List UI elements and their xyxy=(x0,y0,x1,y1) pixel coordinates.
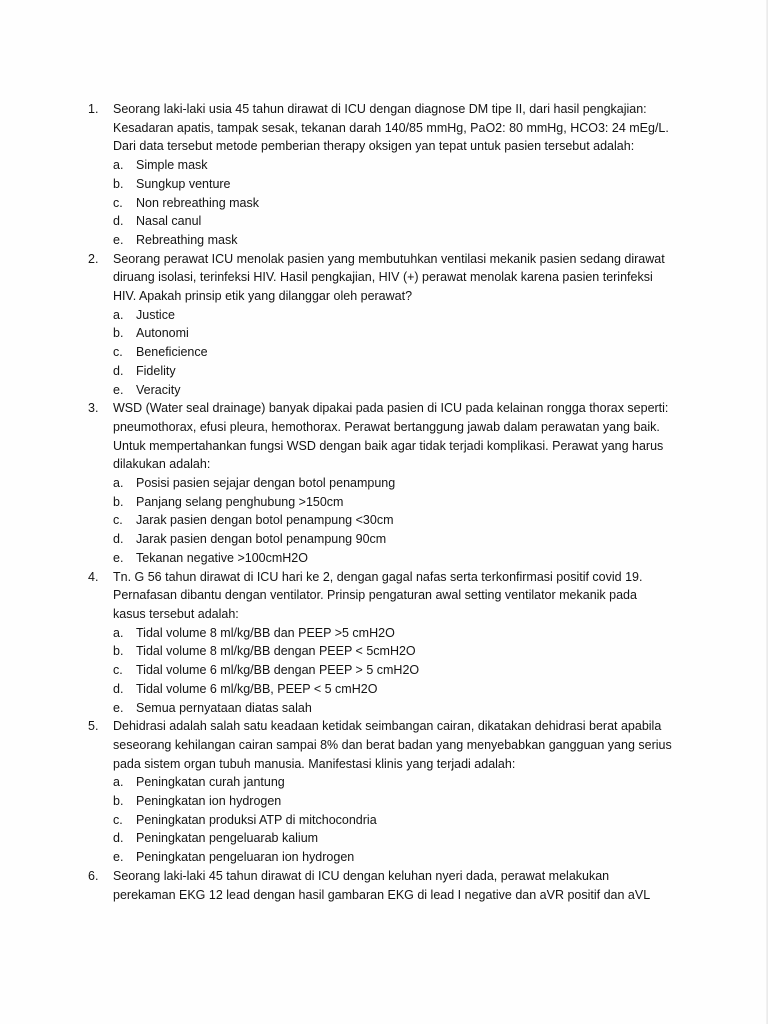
question-text-line: pneumothorax, efusi pleura, hemothorax. Perawat bertanggung jawab dalam perawatan yang baik. xyxy=(113,419,660,434)
option-text: Veracity xyxy=(136,382,181,397)
question-item xyxy=(88,568,688,718)
question-number: 5. xyxy=(88,719,99,734)
answer-option xyxy=(113,474,688,493)
option-text: Autonomi xyxy=(136,326,189,341)
question-item xyxy=(88,867,688,904)
answer-option xyxy=(113,642,688,661)
question-list xyxy=(88,100,688,904)
answer-option xyxy=(113,194,688,213)
option-letter: c. xyxy=(113,812,123,827)
option-text: Jarak pasien dengan botol penampung <30cm xyxy=(136,513,394,528)
answer-option xyxy=(113,811,688,830)
option-text: Posisi pasien sejajar dengan botol penampung xyxy=(136,476,396,491)
option-letter: c. xyxy=(113,513,123,528)
option-letter: d. xyxy=(113,214,124,229)
answer-option xyxy=(113,549,688,568)
answer-option xyxy=(113,699,688,718)
option-text: Justice xyxy=(136,307,175,322)
option-letter: d. xyxy=(113,831,124,846)
question-text-line: Pernafasan dibantu dengan ventilator. Prinsip pengaturan awal setting ventilator mekanik pada xyxy=(113,588,637,603)
answer-option xyxy=(113,212,688,231)
question-number: 4. xyxy=(88,569,99,584)
option-letter: e. xyxy=(113,850,124,865)
option-text: Tidal volume 6 ml/kg/BB dengan PEEP > 5 cmH2O xyxy=(136,663,420,678)
option-letter: a. xyxy=(113,476,124,491)
option-text: Tidal volume 6 ml/kg/BB, PEEP < 5 cmH2O xyxy=(136,681,378,696)
question-text-line: pada sistem organ tubuh manusia. Manifestasi klinis yang terjadi adalah: xyxy=(113,756,516,771)
answer-options xyxy=(113,306,688,400)
question-text-line: diruang isolasi, terinfeksi HIV. Hasil pengkajian, HIV (+) perawat menolak karena pasien terinfeksi xyxy=(113,270,653,285)
option-letter: b. xyxy=(113,494,124,509)
option-letter: b. xyxy=(113,794,124,809)
answer-option xyxy=(113,306,688,325)
option-text: Peningkatan ion hydrogen xyxy=(136,794,282,809)
option-text: Jarak pasien dengan botol penampung 90cm xyxy=(136,532,387,547)
answer-option xyxy=(113,661,688,680)
answer-option xyxy=(113,624,688,643)
option-text: Nasal canul xyxy=(136,214,202,229)
question-text-line: kasus tersebut adalah: xyxy=(113,606,239,621)
answer-options xyxy=(113,474,688,568)
question-text-line: dilakukan adalah: xyxy=(113,457,211,472)
question-item xyxy=(88,399,688,567)
option-letter: c. xyxy=(113,663,123,678)
answer-option xyxy=(113,829,688,848)
option-text: Simple mask xyxy=(136,158,208,173)
option-letter: c. xyxy=(113,345,123,360)
option-text: Non rebreathing mask xyxy=(136,195,259,210)
question-text-line: Tn. G 56 tahun dirawat di ICU hari ke 2, dengan gagal nafas serta terkonfirmasi positif covid 19. xyxy=(113,569,643,584)
option-letter: e. xyxy=(113,232,124,247)
answer-option xyxy=(113,773,688,792)
question-text-line: perekaman EKG 12 lead dengan hasil gambaran EKG di lead I negative dan aVR positif dan aVL xyxy=(113,887,651,902)
answer-options xyxy=(113,624,688,718)
answer-option xyxy=(113,231,688,250)
option-text: Fidelity xyxy=(136,363,176,378)
question-number: 2. xyxy=(88,251,99,266)
option-text: Panjang selang penghubung >150cm xyxy=(136,494,344,509)
question-text-line: HIV. Apakah prinsip etik yang dilanggar oleh perawat? xyxy=(113,289,413,304)
question-number: 3. xyxy=(88,401,99,416)
question-text-line: seseorang kehilangan cairan sampai 8% dan berat badan yang menyebabkan gangguan yang serius xyxy=(113,737,672,752)
option-letter: a. xyxy=(113,775,124,790)
question-text-line: WSD (Water seal drainage) banyak dipakai pada pasien di ICU pada kelainan rongga thorax seperti: xyxy=(113,401,669,416)
question-item xyxy=(88,250,688,400)
option-letter: d. xyxy=(113,681,124,696)
question-text-line: Seorang laki-laki 45 tahun dirawat di ICU dengan keluhan nyeri dada, perawat melakukan xyxy=(113,868,610,883)
option-letter: c. xyxy=(113,195,123,210)
option-text: Peningkatan produksi ATP di mitchocondria xyxy=(136,812,377,827)
question-item xyxy=(88,717,688,867)
option-text: Peningkatan curah jantung xyxy=(136,775,285,790)
option-text: Rebreathing mask xyxy=(136,232,238,247)
answer-option xyxy=(113,680,688,699)
answer-option xyxy=(113,792,688,811)
option-text: Sungkup venture xyxy=(136,176,231,191)
answer-option xyxy=(113,493,688,512)
answer-option xyxy=(113,848,688,867)
question-text-line: Kesadaran apatis, tampak sesak, tekanan darah 140/85 mmHg, PaO2: 80 mmHg, HCO3: 24 mEg/L. xyxy=(113,120,669,135)
option-text: Beneficience xyxy=(136,345,208,360)
option-letter: d. xyxy=(113,532,124,547)
option-letter: e. xyxy=(113,550,124,565)
question-number: 1. xyxy=(88,102,99,116)
question-text-line: Dari data tersebut metode pemberian therapy oksigen yan tepat untuk pasien tersebut adalah: xyxy=(113,139,635,154)
answer-option xyxy=(113,175,688,194)
option-letter: a. xyxy=(113,307,124,322)
answer-option xyxy=(113,381,688,400)
option-letter: b. xyxy=(113,326,124,341)
option-text: Peningkatan pengeluarab kalium xyxy=(136,831,319,846)
answer-option xyxy=(113,156,688,175)
answer-option xyxy=(113,511,688,530)
option-text: Tidal volume 8 ml/kg/BB dengan PEEP < 5cmH2O xyxy=(136,644,416,659)
question-text-line: Dehidrasi adalah salah satu keadaan ketidak seimbangan cairan, dikatakan dehidrasi berat apabila xyxy=(113,719,662,734)
option-letter: a. xyxy=(113,625,124,640)
answer-option xyxy=(113,362,688,381)
option-letter: a. xyxy=(113,158,124,173)
option-letter: e. xyxy=(113,700,124,715)
answer-options xyxy=(113,773,688,867)
answer-option xyxy=(113,343,688,362)
question-number: 6. xyxy=(88,868,99,883)
answer-options xyxy=(113,156,688,250)
option-letter: b. xyxy=(113,644,124,659)
option-text: Semua pernyataan diatas salah xyxy=(136,700,312,715)
option-text: Tekanan negative >100cmH2O xyxy=(136,550,308,565)
option-text: Tidal volume 8 ml/kg/BB dan PEEP >5 cmH2O xyxy=(136,625,395,640)
option-letter: b. xyxy=(113,176,124,191)
answer-option xyxy=(113,324,688,343)
option-letter: e. xyxy=(113,382,124,397)
question-text-line: Untuk mempertahankan fungsi WSD dengan baik agar tidak terjadi komplikasi. Perawat yang harus xyxy=(113,438,664,453)
question-text-line: Seorang laki-laki usia 45 tahun dirawat di ICU dengan diagnose DM tipe II, dari hasil pengkajian: xyxy=(113,102,647,116)
question-text-line: Seorang perawat ICU menolak pasien yang membutuhkan ventilasi mekanik pasien sedang dirawat xyxy=(113,251,665,266)
option-text: Peningkatan pengeluaran ion hydrogen xyxy=(136,850,355,865)
option-letter: d. xyxy=(113,363,124,378)
question-item xyxy=(88,100,688,250)
answer-option xyxy=(113,530,688,549)
